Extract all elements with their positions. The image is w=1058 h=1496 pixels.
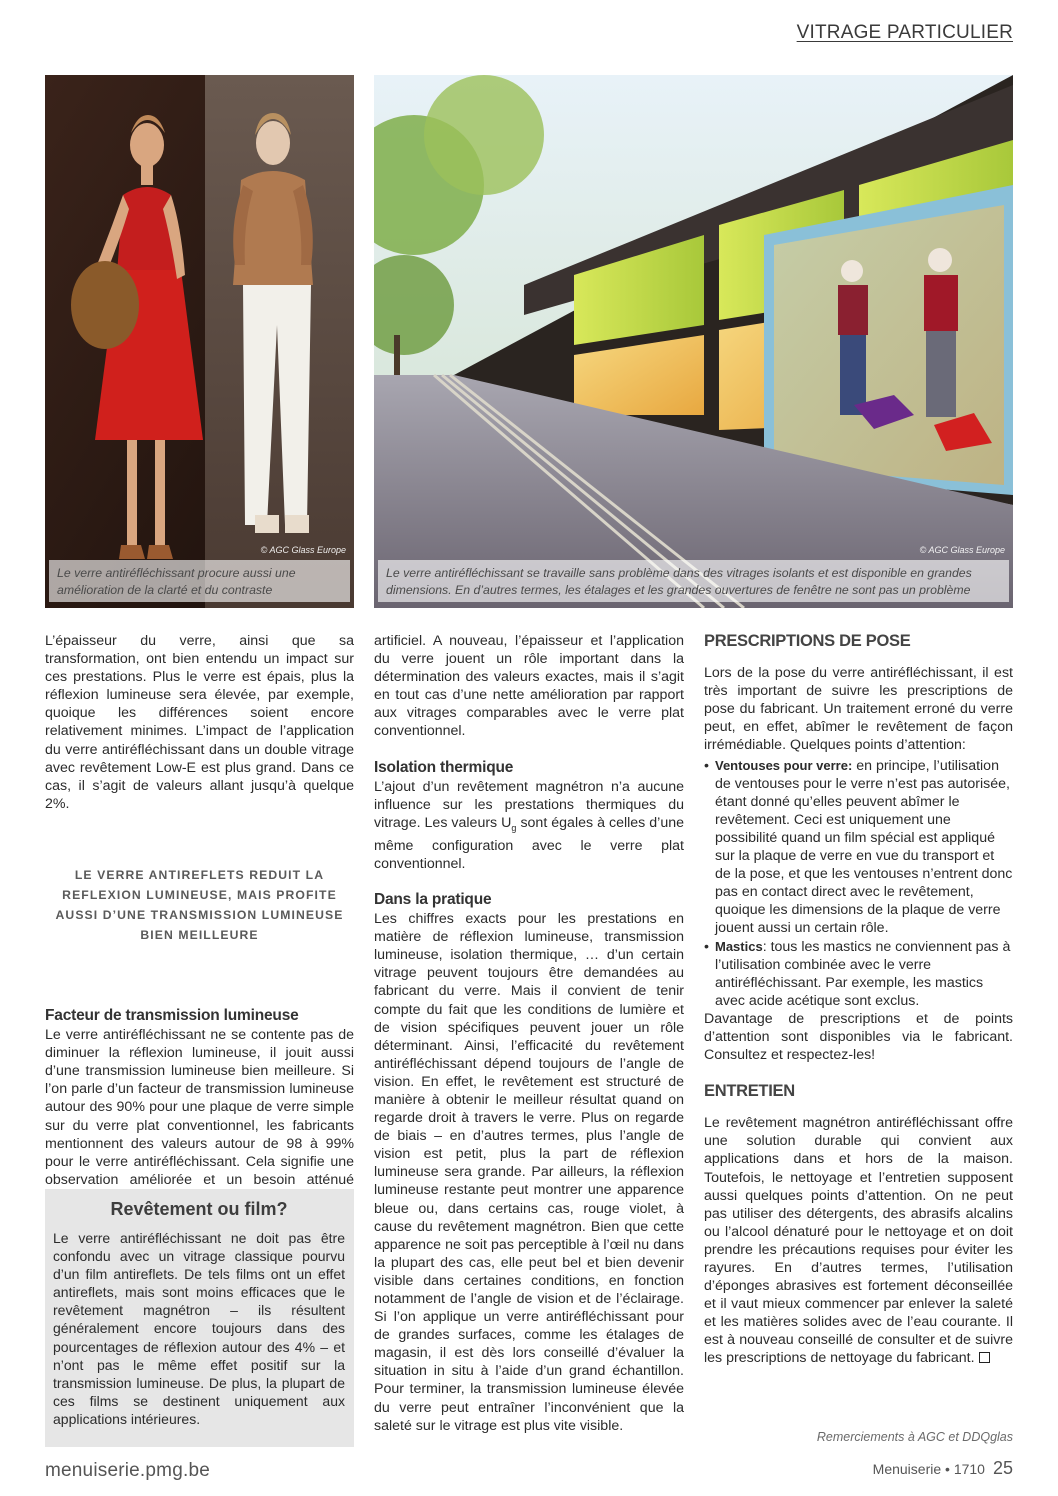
subhead-transmission: Facteur de transmission lumineuse bbox=[45, 1006, 299, 1024]
column-3 bbox=[704, 632, 1013, 1368]
p1-before: L’ajout d’un revêtement magnétron n’a aucune influence sur les prestations thermiques du vitrage. Les valeurs U bbox=[374, 778, 684, 831]
bullet-text: : tous les mastics ne conviennent pas à l’utilisation combinée avec le verre antiréfléchissant. Par exemple, les mastics avec acide acétique sont exclus. bbox=[715, 938, 1011, 1009]
col2-paragraph-1 bbox=[374, 778, 684, 873]
photo-credit: © AGC Glass Europe bbox=[260, 545, 346, 555]
box-text: Le verre antiréfléchissant ne doit pas être confondu avec un vitrage classique pourvu d’un film antireflets. De tels films ont un effet antireflets, mais sont moins efficaces que le revêtement magnétron – ils résultent généralement encore toujours dans des pourcentages de réflexion autour des 4% – et n’ont pas le même effet positif sur la transmission lumineuse. De plus, la plupart de ces films se destinent uniquement aux applications intérieures. bbox=[53, 1230, 345, 1427]
column-2 bbox=[374, 632, 684, 1435]
col3-paragraph-3 bbox=[704, 1114, 1013, 1367]
photo-credit: © AGC Glass Europe bbox=[919, 545, 1005, 555]
pull-quote: LE VERRE ANTIREFLETS REDUIT LA REFLEXION LUMINEUSE, MAIS PROFITE AUSSI D’UNE TRANSMISSION LUMINEUSE BIEN MEILLEURE bbox=[55, 867, 344, 942]
footer-pagination bbox=[873, 1458, 1013, 1479]
section-label: VITRAGE PARTICULIER bbox=[796, 22, 1013, 43]
end-square-icon bbox=[979, 1352, 990, 1363]
col2-intro: artificiel. A nouveau, l’épaisseur et l’application du verre jouent un rôle important dans la détermination des valeurs exactes, mais il s’agit en tout cas d’une nette amélioration par rapport aux vitrages comparables avec le verre plat conventionnel. bbox=[374, 633, 684, 740]
bullet-term: Ventouses pour verre: bbox=[715, 757, 853, 773]
mannequins-image bbox=[45, 75, 354, 608]
footer-url[interactable]: menuiserie.pmg.be bbox=[45, 1460, 210, 1481]
p3-text: Le revêtement magnétron antiréfléchissant offre une solution durable qui convient aux applications dans et hors de la maison. Toutefois, le nettoyage et l’entretien supposent aussi quelques points d’attention. On ne peut pas utiliser des détergents, des abrasifs alcalins ou l’alcool dénaturé pour le nettoyage et on doit prendre les précautions requises pour éviter les rayures. En d’autres termes, l’utilisation d’éponges abrasives est fortement déconseillée et il vaut mieux commencer par enlever la saleté et les matières solides avec de l’eau courante. Il est à nouveau conseillé de consulter et de suivre les prescriptions de nettoyage du fabricant. bbox=[704, 1115, 1013, 1367]
sidebar-box bbox=[45, 1189, 354, 1447]
bullet-item bbox=[704, 938, 1013, 1010]
magazine-issue: Menuiserie • 1710 bbox=[872, 1461, 985, 1477]
bullet-text: en principe, l’utilisation de ventouses pour le verre n’est pas autorisée, étant donné qu’elles peuvent abîmer le revêtement. Ceci est uniquement une possibilité quand un film spécial est appliqué sur la plaque de verre en vue du transport et de la pose, et que les ventouses n’entrent donc pas en contact direct avec le revêtement, quoique les dimensions de la plaque de verre jouent aussi un certain rôle. bbox=[715, 757, 1013, 937]
photo-caption: Le verre antiréfléchissant procure aussi une amélioration de la clarté et du contraste bbox=[49, 560, 350, 602]
heading-entretien: ENTRETIEN bbox=[704, 1082, 795, 1101]
heading-prescriptions: PRESCRIPTIONS DE POSE bbox=[704, 632, 911, 650]
bullet-term: Mastics bbox=[715, 938, 763, 954]
subhead-isolation: Isolation thermique bbox=[374, 758, 514, 776]
col2-paragraph-2: Les chiffres exacts pour les prestations en matière de réflexion lumineuse, transmission lumineuse, isolation thermique, … d’un certain vitrage peuvent toujours être demandées au fabricant du verre. Mais il convient de tenir compte du fait que les conditions de lumière et de vision spécifiques peuvent jouer un rôle déterminant. Ainsi, l’efficacité du revêtement antiréfléchissant dépend toujours de l’angle de vision. En effet, le revêtement est structuré de manière à obtenir le meilleur résultat quand on regarde droit à travers le verre. Plus on regarde de biais – en d’autres termes, plus l’angle de vision est petit, plus la part de réflexion lumineuse sera grande. Par ailleurs, la réflexion lumineuse restante peut montrer une apparence bleue ou, dans certains cas, rouge violet, à cause du revêtement magnétron. Bien que cette apparence ne soit pas perceptible à l’œil nu dans la plupart des cas, elle peut bel et bien devenir visible dans certaines conditions, en fonction notamment de l’angle de vision et de l’éclairage. Si l’on applique un verre antiréfléchissant pour de grandes surfaces, comme les étalages de magasin, il est dès lors conseillé d’évaluer la situation in situ à l’aide d’un grand échantillon. Pour terminer, la transmission lumineuse élevée du verre peut entraîner l’inconvénient que la saleté sur le vitrage est plus vite visible. bbox=[374, 911, 684, 1434]
subhead-pratique: Dans la pratique bbox=[374, 890, 492, 908]
column-1 bbox=[45, 632, 354, 1207]
photo-caption: Le verre antiréfléchissant se travaille sans problème dans des vitrages isolants et est disponible en grandes dimensions. En d’autres termes, les étalages et les grandes ouvertures de fenêtre ne sont pas un problème bbox=[378, 560, 1009, 602]
bullet-list bbox=[704, 757, 1013, 1010]
p1-after: sont égales à celles d’une même configuration avec le verre plat conventionnel. bbox=[374, 814, 684, 872]
page-number: 25 bbox=[992, 1458, 1013, 1478]
acknowledgement: Remerciements à AGC et DDQglas bbox=[816, 1430, 1013, 1444]
photo-mannequins bbox=[45, 75, 354, 608]
col3-paragraph-1: Lors de la pose du verre antiréfléchissant, il est très important de suivre les prescriptions de pose du fabricant. Un traitement erroné du verre peut, en effet, abîmer le revêtement de façon irrémédiable. Quelques points d’attention: bbox=[704, 665, 1013, 754]
col3-paragraph-2: Davantage de prescriptions et de points d’attention sont disponibles via le fabricant. Consultez et respectez-les! bbox=[704, 1010, 1013, 1064]
shopfront-image bbox=[374, 75, 1013, 608]
p1-subscript: g bbox=[511, 822, 517, 833]
box-title: Revêtement ou film? bbox=[110, 1199, 288, 1219]
photo-shopfront bbox=[374, 75, 1013, 608]
col1-intro: L’épaisseur du verre, ainsi que sa transformation, ont bien entendu un impact sur ces prestations. Plus le verre est épais, plus la réflexion lumineuse sera élevée, par exemple, quoique les différences soient encore relativement minimes. L’impact de l’application du verre antiréfléchissant dans un double vitrage avec revêtement Low-E est plus grand. Dans ce cas, il s’agit de valeurs allant jusqu’à quelque 2%. bbox=[45, 633, 354, 812]
bullet-item bbox=[704, 757, 1013, 938]
col1-paragraph: Le verre antiréfléchissant ne se contente pas de diminuer la réflexion lumineuse, il jouit aussi d’une transmission lumineuse bien meilleure. Si l’on parle d’un facteur de transmission lumineuse autour des 90% pour une plaque de verre simple sur du verre plat conventionnel, les fabricants mentionnent des valeurs autour de 98 à 99% pour le verre antiréfléchissant. Cela signifie une observation améliorée et un besoin atténué bbox=[45, 1027, 354, 1188]
